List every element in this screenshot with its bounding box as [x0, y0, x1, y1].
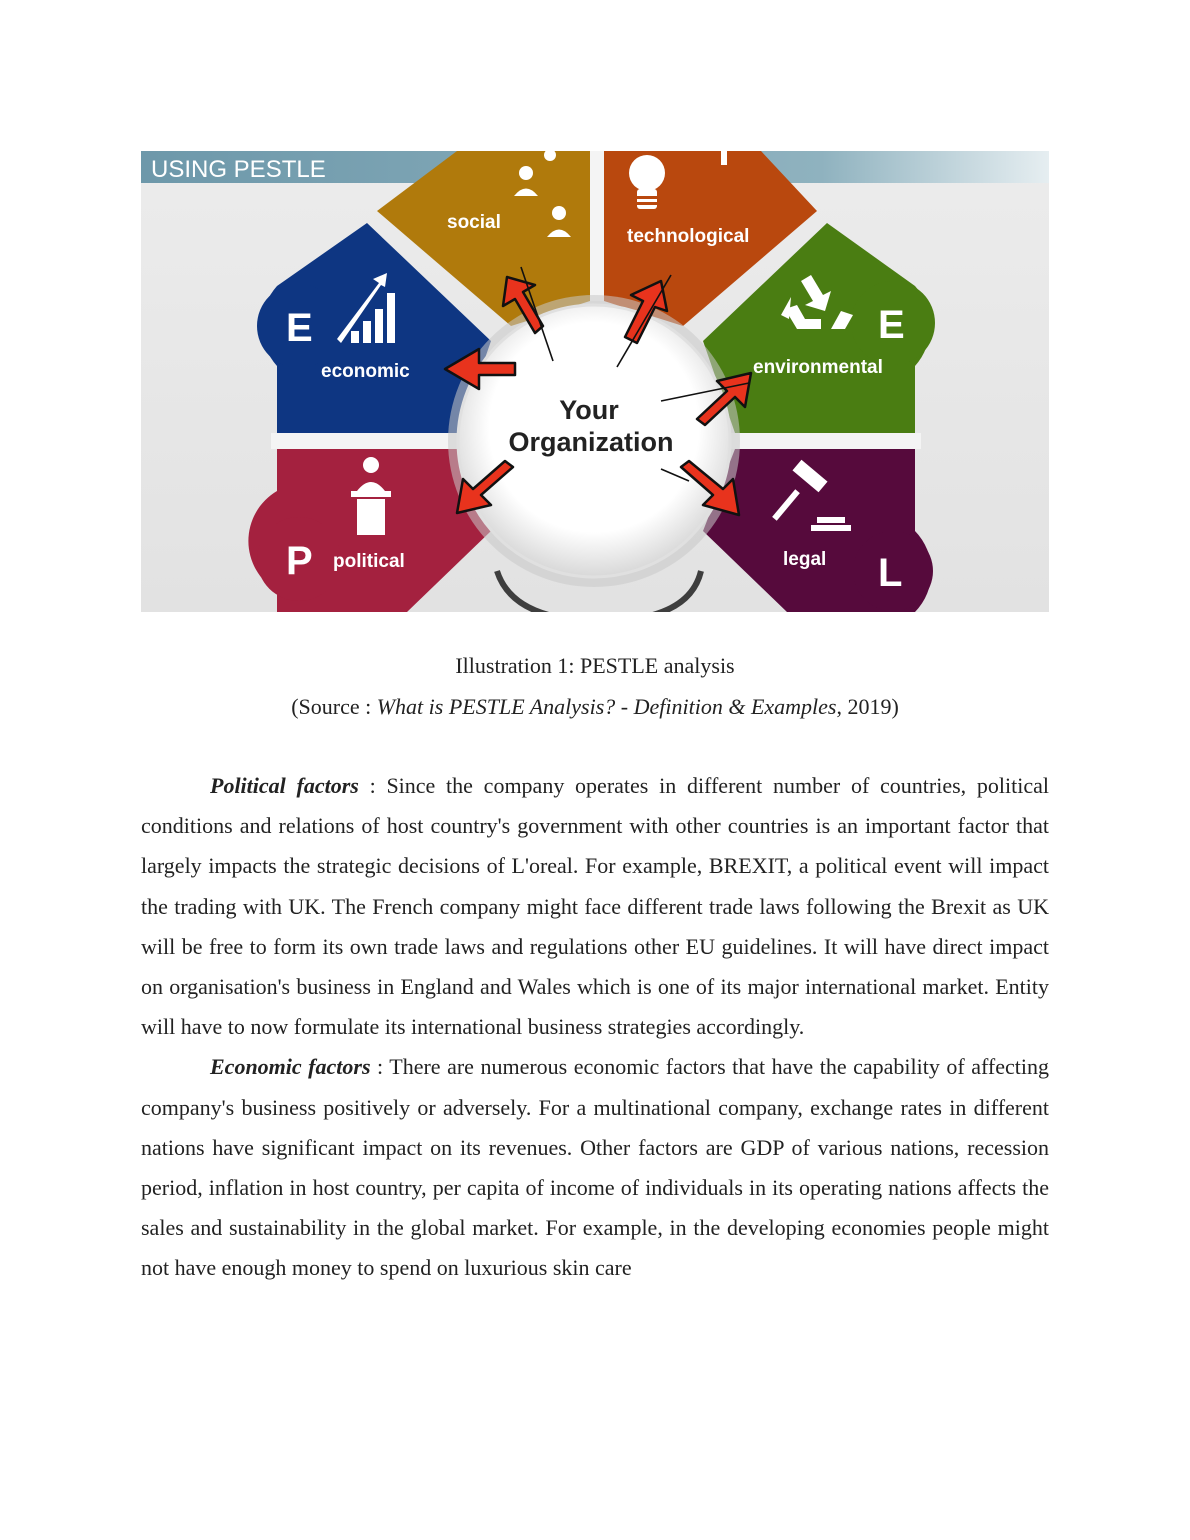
environmental-label: environmental — [753, 357, 883, 378]
paragraph-political — [141, 766, 1049, 1047]
political-label: political — [333, 551, 405, 572]
legal-label: legal — [783, 549, 827, 570]
political-heading: Political factors — [210, 773, 359, 798]
economic-letter: E — [286, 306, 313, 350]
economic-heading: Economic factors — [210, 1054, 371, 1080]
source-open: (Source : — [291, 694, 377, 719]
legal-letter: L — [878, 551, 903, 595]
technological-label: technological — [627, 226, 750, 247]
center-line1: Your — [559, 395, 619, 425]
figure-caption: Illustration 1: PESTLE analysis — [455, 653, 735, 678]
pestle-illustration — [141, 151, 1049, 612]
social-label: social — [447, 212, 501, 233]
source-title: What is PESTLE Analysis? - Definition & Examples — [376, 694, 837, 719]
figure-header: USING PESTLE — [151, 156, 326, 183]
economic-label: economic — [321, 361, 410, 382]
tech-letter-fragment — [721, 151, 727, 165]
separator-top — [590, 151, 604, 301]
center-line2: Organization — [508, 427, 674, 457]
body-text — [141, 766, 1049, 1289]
figure-source — [0, 693, 1190, 721]
paragraph-economic — [141, 1047, 1049, 1288]
economic-text: : There are numerous economic factors that have the capability of affecting company's business positively or adversely. For a multinational company, exchange rates in different nations have significant impact on its revenues. Other factors are GDP of various nations, recession period, inflation in host country, per capita of income of individuals in its operating nations affects the sales and sustainability in the global market. For example, in the developing economies people might not have enough money to spend on luxurious skin care — [141, 1054, 1049, 1281]
political-letter: P — [286, 539, 313, 583]
political-text: : Since the company operates in different number of countries, political conditions and relations of host country's government with other countries is an important factor that largely impacts the strategic decisions of L'oreal. For example, BREXIT, a political event will impact the trading with UK. The French company might face different trade laws following the Brexit as UK will be free to form its own trade laws and regulations other EU guidelines. It will have direct impact on organisation's business in England and Wales which is one of its major international market. Entity will have to now formulate its international business strategies accordingly. — [141, 773, 1050, 1040]
environmental-letter: E — [878, 303, 905, 347]
source-close: , 2019) — [836, 694, 899, 719]
